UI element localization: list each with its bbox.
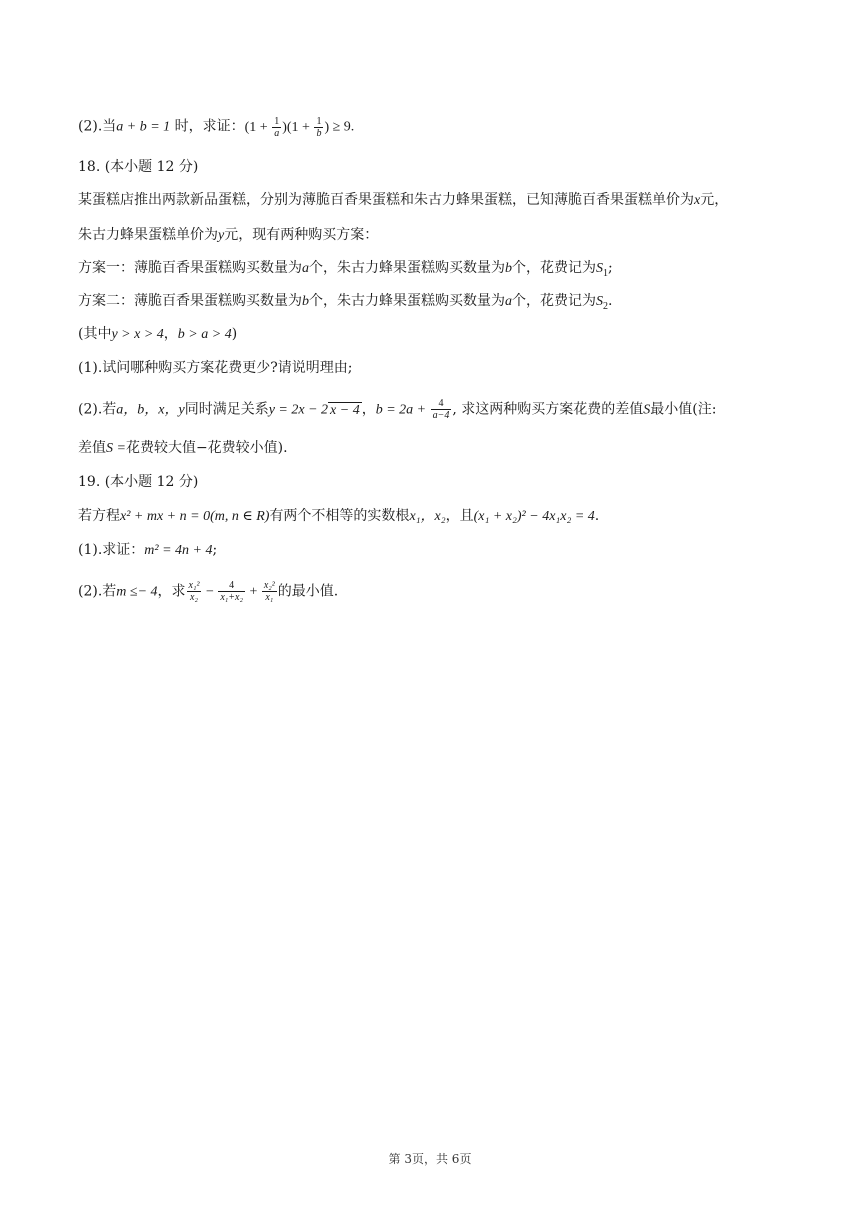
q19-header: 19. (本小题 12 分) xyxy=(78,474,199,490)
text: 某蛋糕店推出两款新品蛋糕，分别为薄脆百香果蛋糕和朱古力蜂果蛋糕，已知薄脆百香果蛋糕单价为 xyxy=(78,192,694,208)
text: 最小值(注: xyxy=(650,401,717,418)
q18-header: 18. (本小题 12 分) xyxy=(78,159,199,175)
q17-part2-label: (2).当 xyxy=(78,118,117,135)
math: (x₁ + x₂)² − 4x₁x₂ = 4 xyxy=(473,509,595,524)
text: 个，朱古力蜂果蛋糕购买数量为 xyxy=(309,293,505,309)
frac-4-over-sum: $\frac{4}{\text{x₁+x₂}}$ xyxy=(220,580,243,603)
q18-part2-line2 xyxy=(78,438,288,459)
text: 差值 xyxy=(78,440,106,456)
text: (其中 xyxy=(78,326,112,342)
var-s: S xyxy=(596,261,603,276)
q18-plan2 xyxy=(78,291,612,312)
sqrt-expr: x − 4 xyxy=(330,402,360,418)
text: 个，花费记为 xyxy=(512,260,596,276)
q19-part1 xyxy=(78,540,217,561)
text: 同时满足关系 xyxy=(184,401,269,418)
text: ) xyxy=(231,326,238,342)
q18-part1: (1).试问哪种购买方案花费更少?请说明理由; xyxy=(78,360,353,376)
var-x: x xyxy=(694,193,701,208)
page-footer: 第 3页，共 6页 xyxy=(388,1152,472,1166)
var-y: y xyxy=(218,228,225,243)
frac-1-over-a: $\frac{1}{a}$ xyxy=(274,116,280,139)
math: x² + mx + n = 0(m, n ∈ R) xyxy=(120,509,270,524)
text: (2).若 xyxy=(78,583,117,600)
var-b: b xyxy=(505,261,512,276)
text: 花费较大值−花费较小值). xyxy=(125,440,288,456)
subscript: 2 xyxy=(603,300,608,312)
text: 朱古力蜂果蛋糕单价为 xyxy=(78,227,218,243)
q18-statement-line2 xyxy=(78,225,378,246)
math: S = xyxy=(106,441,126,456)
text: 的最小值. xyxy=(277,583,339,600)
text: (2).若 xyxy=(78,401,117,418)
frac-4-over-a-4: $\frac{4}{a-4}$ xyxy=(432,398,450,421)
text: , 求这两种购买方案花费的差值 xyxy=(452,401,644,418)
math: y = 2x − 2 xyxy=(268,402,329,418)
text: . xyxy=(608,293,613,309)
text: 个，花费记为 xyxy=(512,293,596,309)
math: m² = 4n + 4 xyxy=(144,543,213,558)
text: 方案二：薄脆百香果蛋糕购买数量为 xyxy=(78,293,302,309)
text: ，且 xyxy=(445,508,474,524)
math: a，b，x，y xyxy=(116,402,185,418)
var-s: S xyxy=(643,402,651,418)
q17-part2-mid: 时，求证： xyxy=(170,118,245,135)
text: 方案一：薄脆百香果蛋糕购买数量为 xyxy=(78,260,302,276)
text: . xyxy=(594,508,600,524)
text: 元， xyxy=(700,192,729,208)
q18-plan1 xyxy=(78,258,613,279)
text: 若方程 xyxy=(78,508,120,524)
q17-part2 xyxy=(78,116,354,139)
q18-conditions xyxy=(78,324,237,345)
q17-part2-cond: a + b = 1 xyxy=(116,119,171,135)
var-s: S xyxy=(596,294,603,309)
math: m ≤− 4 xyxy=(116,584,158,600)
text: 个，朱古力蜂果蛋糕购买数量为 xyxy=(309,260,505,276)
math: b = 2a + xyxy=(375,402,430,418)
var-b: b xyxy=(302,294,309,309)
frac-x2sq-over-x1: $\frac{\text{x₂²}}{\text{x₁}}$ xyxy=(263,580,275,603)
q19-statement xyxy=(78,506,599,527)
var-a: a xyxy=(302,261,309,276)
math: x₁，x₂ xyxy=(409,509,446,524)
subscript: 1 xyxy=(603,267,608,279)
text: ; xyxy=(608,260,613,276)
text: ， xyxy=(361,401,376,418)
frac-x1sq-over-x2: $\frac{\text{x₁²}}{\text{x₂}}$ xyxy=(188,580,200,603)
text: 元，现有两种购买方案： xyxy=(224,227,379,243)
frac-1-over-b: $\frac{1}{b}$ xyxy=(316,116,322,139)
q17-expr: (1 + $\frac{1}{a}$ )(1 + $\frac{1}{b}$ ) xyxy=(244,116,330,139)
math: y > x > 4 xyxy=(111,327,164,342)
math: b > a > 4 xyxy=(177,327,232,342)
text: ， xyxy=(163,326,178,342)
var-a: a xyxy=(505,294,512,309)
q19-part2 xyxy=(78,580,338,603)
plus: + xyxy=(245,584,261,600)
text: 有两个不相等的实数根 xyxy=(269,508,410,524)
q18-part2-line1 xyxy=(78,398,716,421)
text: (1).求证： xyxy=(78,542,145,558)
q17-tail: ≥ 9. xyxy=(329,119,355,135)
text: ; xyxy=(212,542,218,558)
minus: − xyxy=(202,584,218,600)
text: ，求 xyxy=(157,583,186,600)
q18-statement-line1 xyxy=(78,190,728,211)
